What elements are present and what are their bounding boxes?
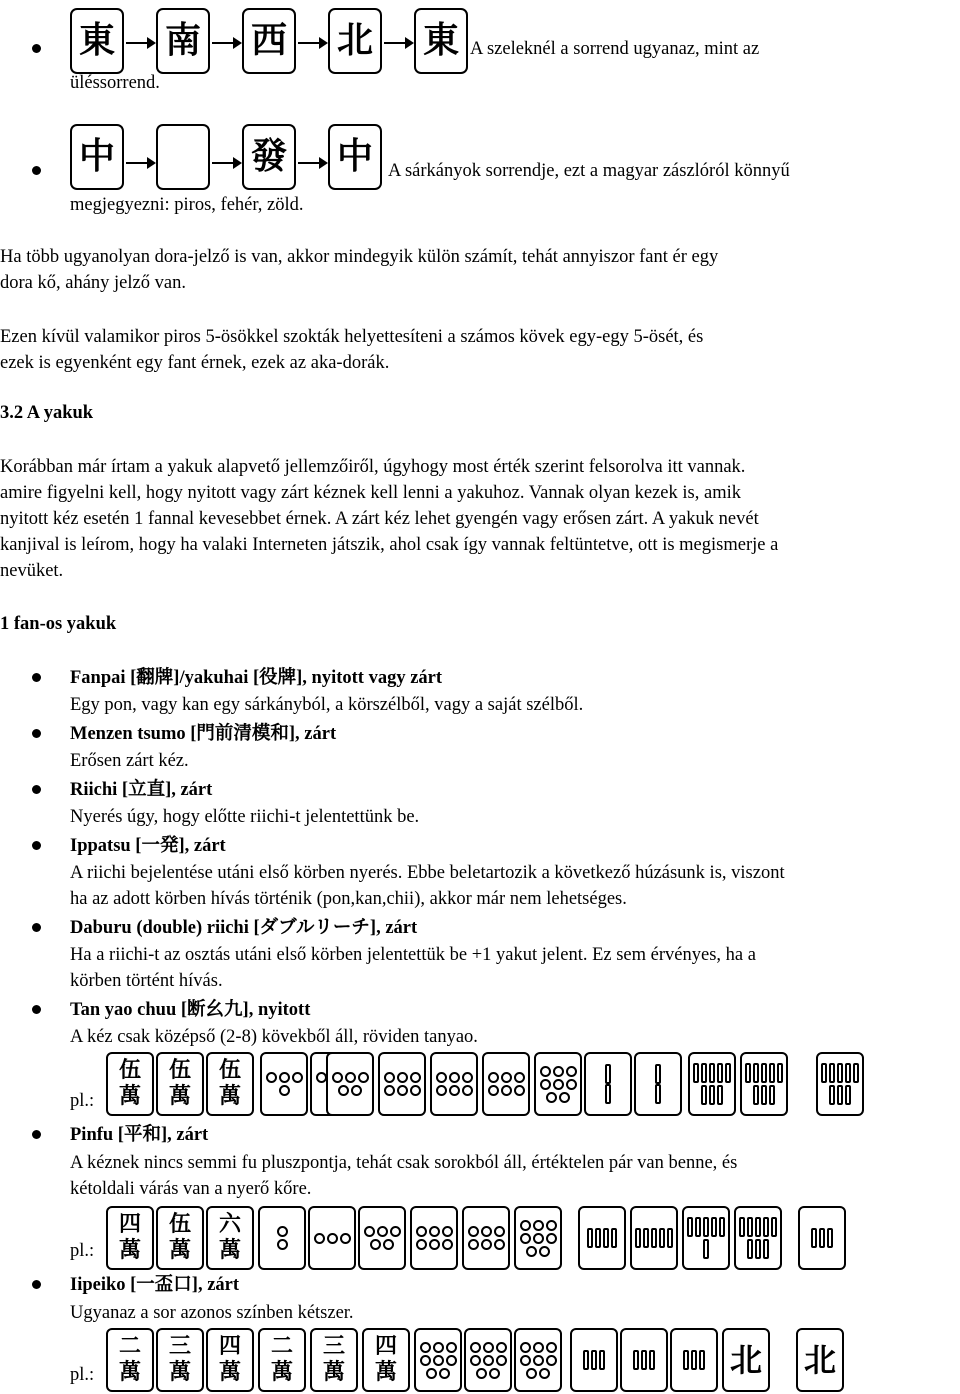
example-label: pl.: — [70, 1241, 95, 1261]
tile-4-sou — [578, 1206, 626, 1270]
yaku-title: Daburu (double) riichi [ダブルリーチ], zárt — [70, 918, 418, 938]
tile-5-pin — [326, 1052, 374, 1116]
arrow-icon — [212, 162, 240, 164]
tile-east: 東 — [70, 8, 124, 74]
arrow-icon — [298, 42, 326, 44]
example-label: pl.: — [70, 1365, 95, 1385]
tile-5-man: 伍 萬 — [156, 1206, 204, 1270]
arrow-icon — [126, 162, 154, 164]
dragons-text-2: megjegyezni: piros, fehér, zöld. — [70, 195, 304, 215]
tile-red-dragon: 中 — [328, 124, 382, 190]
bullet — [32, 841, 41, 850]
tile-5-man: 伍 萬 — [156, 1052, 204, 1116]
yaku-desc: A kéznek nincs semmi fu pluszpontja, tehát csak sorokból áll, értéktelen pár van benne, és — [70, 1153, 738, 1173]
yaku-desc: Egy pon, vagy kan egy sárkányból, a körszélből, vagy a saját szélből. — [70, 695, 584, 715]
tile-2-man: 二 萬 — [106, 1328, 154, 1392]
tile-7-pin — [482, 1052, 530, 1116]
bullet — [32, 673, 41, 682]
tile-3-pin — [308, 1206, 356, 1270]
line: kanjival is leírom, hogy ha valaki Interneten játszik, ahol csak így vannak feltüntetve, ott is megismerje a — [0, 535, 779, 555]
tile-8-pin — [514, 1328, 562, 1392]
winds-text-1: A szeleknél a sorrend ugyanaz, mint az — [470, 39, 760, 59]
yaku-desc: A kéz csak középső (2-8) kövekből áll, röviden tanyao. — [70, 1027, 478, 1047]
tile-5-sou — [630, 1206, 678, 1270]
tile-8-pin — [514, 1206, 562, 1270]
line: dora kő, ahány jelző van. — [0, 273, 186, 293]
yaku-title: Menzen tsumo [門前清模和], zárt — [70, 724, 337, 744]
yaku-desc: Ha a riichi-t az osztás utáni első körben jelentettük be +1 yakut jelent. Ez sem érvényes, ha a — [70, 945, 756, 965]
line: Ezen kívül valamikor piros 5-ösökkel szokták helyettesíteni a számos kövek egy-egy 5-ösét, és — [0, 327, 704, 347]
tile-3-sou — [620, 1328, 668, 1392]
bullet — [32, 1280, 41, 1289]
tile-4-pin — [260, 1052, 308, 1116]
yaku-desc: kétoldali várás van a nyerő kőre. — [70, 1179, 312, 1199]
tile-8-sou — [740, 1052, 788, 1116]
tile-8-sou — [816, 1052, 864, 1116]
arrow-icon — [298, 162, 326, 164]
tile-8-sou — [734, 1206, 782, 1270]
line: Ha több ugyanolyan dora-jelző is van, akkor mindegyik külön számít, tehát annyiszor fant ér egy — [0, 247, 719, 267]
tile-north: 北 — [328, 8, 382, 74]
winds-text-2: üléssorrend. — [70, 73, 160, 93]
yaku-title: Riichi [立直], zárt — [70, 780, 213, 800]
tile-green-dragon: 發 — [242, 124, 296, 190]
tile-8-pin — [534, 1052, 582, 1116]
bullet — [32, 1005, 41, 1014]
paragraph — [0, 244, 955, 296]
yaku-title: Fanpai [翻牌]/yakuhai [役牌], nyitott vagy zárt — [70, 668, 443, 688]
line: Korábban már írtam a yakuk alapvető jellemzőiről, úgyhogy most érték szerint felsorolva itt vannak. — [0, 457, 746, 477]
tile-5-man: 伍 萬 — [206, 1052, 254, 1116]
line: nyitott kéz esetén 1 fannal kevesebbet érnek. A zárt kéz lehet gyengén vagy erősen zárt. A yakuk nevét — [0, 509, 759, 529]
tile-6-man: 六 萬 — [206, 1206, 254, 1270]
tile-3-man: 三 萬 — [156, 1328, 204, 1392]
tile-2-pin — [258, 1206, 306, 1270]
tile-6-pin — [378, 1052, 426, 1116]
dragons-text-1: A sárkányok sorrendje, ezt a magyar zászlóról könnyű — [388, 161, 790, 181]
tile-3-sou — [570, 1328, 618, 1392]
yaku-desc: A riichi bejelentése utáni első körben nyerés. Ebbe beletartozik a következő húzásunk is, viszont — [70, 863, 785, 883]
tile-7-pin — [462, 1206, 510, 1270]
tile-east: 東 — [414, 8, 468, 74]
arrow-icon — [212, 42, 240, 44]
tile-6-pin — [410, 1206, 458, 1270]
tile-2-sou — [634, 1052, 682, 1116]
bullet — [32, 1130, 41, 1139]
tile-4-man: 四 萬 — [106, 1206, 154, 1270]
tile-north: 北 — [796, 1328, 844, 1392]
tile-4-man: 四 萬 — [206, 1328, 254, 1392]
tile-3-man: 三 萬 — [310, 1328, 358, 1392]
tile-5-man: 伍 萬 — [106, 1052, 154, 1116]
tile-4-man: 四 萬 — [362, 1328, 410, 1392]
tile-red-dragon: 中 — [70, 124, 124, 190]
yaku-desc: körben történt hívás. — [70, 971, 223, 991]
tile-5-pin — [358, 1206, 406, 1270]
yaku-desc: Erősen zárt kéz. — [70, 751, 189, 771]
yaku-title: Tan yao chuu [断幺九], nyitott — [70, 1000, 311, 1020]
bullet — [32, 785, 41, 794]
yaku-desc: Nyerés úgy, hogy előtte riichi-t jelentettünk be. — [70, 807, 420, 827]
tile-north: 北 — [722, 1328, 770, 1392]
yaku-title: Iipeiko [一盃口], zárt — [70, 1275, 240, 1295]
tile-2-sou — [584, 1052, 632, 1116]
tile-3-sou — [798, 1206, 846, 1270]
bullet — [32, 44, 41, 53]
tile-8-pin — [414, 1328, 462, 1392]
yaku-title: Ippatsu [一発], zárt — [70, 836, 226, 856]
tile-8-pin — [464, 1328, 512, 1392]
bullet — [32, 166, 41, 175]
paragraph — [0, 454, 955, 584]
tile-3-sou — [670, 1328, 718, 1392]
line: amire figyelni kell, hogy nyitott vagy zárt kéznek kell lenni a yakuhoz. Vannak olyan kezek is, amik — [0, 483, 741, 503]
bullet — [32, 923, 41, 932]
bullet — [32, 729, 41, 738]
line: ezek is egyenként egy fant érnek, ezek az aka-dorák. — [0, 353, 390, 373]
paragraph — [0, 324, 955, 376]
yaku-title: Pinfu [平和], zárt — [70, 1125, 209, 1145]
tile-2-man: 二 萬 — [258, 1328, 306, 1392]
arrow-icon — [384, 42, 412, 44]
line: nevüket. — [0, 561, 64, 581]
tile-6-sou — [682, 1206, 730, 1270]
tile-south: 南 — [156, 8, 210, 74]
tile-8-sou — [688, 1052, 736, 1116]
subheading: 1 fan-os yakuk — [0, 614, 117, 634]
tile-white-dragon — [156, 124, 210, 190]
example-label: pl.: — [70, 1091, 95, 1111]
tile-6-pin — [430, 1052, 478, 1116]
tile-west: 西 — [242, 8, 296, 74]
yaku-desc: ha az adott körben hívás történik (pon,kan,chii), akkor már nem lehetséges. — [70, 889, 627, 909]
yaku-desc: Ugyanaz a sor azonos színben kétszer. — [70, 1303, 354, 1323]
arrow-icon — [126, 42, 154, 44]
section-heading: 3.2 A yakuk — [0, 403, 94, 423]
